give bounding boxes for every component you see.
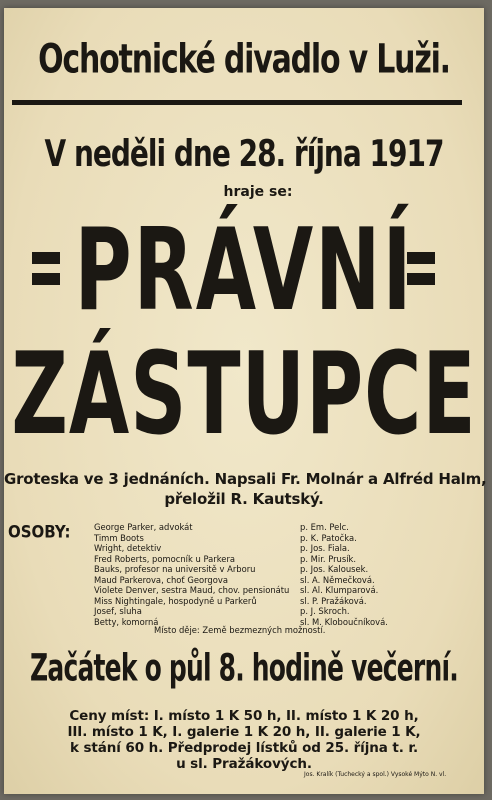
- cast-actor: p. Jos. Kalousek.: [300, 564, 369, 574]
- cast-role: Josef, sluha: [94, 606, 142, 616]
- cast-actor: p. Jos. Fiala.: [300, 543, 350, 553]
- subtitle-line2: přeložil R. Kautský.: [164, 490, 324, 508]
- cast-actor: p. J. Skroch.: [300, 606, 350, 616]
- poster: [4, 8, 487, 794]
- cast-actor: sl. M. Kloboučníková.: [300, 616, 388, 627]
- subtitle-line1: Groteska ve 3 jednáních. Napsali Fr. Molnár a Alfréd Halm,: [4, 470, 487, 488]
- cast-actor: p. Mir. Prusík.: [300, 553, 357, 564]
- printer-credit: Jos. Kralík (Tuchecký a spol.) Vysoké Mýto N. vl.: [304, 771, 447, 778]
- prices-line: Ceny míst: I. místo 1 K 50 h, II. místo 1 K 20 h,: [69, 708, 419, 724]
- cast-role: Fred Roberts, pomocník u Parkera: [94, 553, 236, 564]
- setting-line: Místo děje: Země bezmezných možností.: [154, 625, 326, 635]
- play-title-line1: PRÁVNÍ: [74, 206, 414, 337]
- cast-role: Violete Denver, sestra Maud, chov. pensionátu: [94, 585, 290, 595]
- theatre-header: Ochotnické divadlo v Luži.: [38, 36, 450, 84]
- cast-actor: p. K. Patočka.: [300, 532, 357, 543]
- cast-role: Wright, detektiv: [94, 543, 162, 553]
- cast-actor: sl. Al. Klumparová.: [300, 585, 379, 595]
- intro-text: hraje se:: [223, 184, 293, 200]
- prices-line: u sl. Pražákových.: [176, 756, 312, 772]
- cast-role: Betty, komorná: [94, 616, 159, 627]
- cast-actor: sl. A. Němečková.: [300, 574, 375, 585]
- cast-label: OSOBY:: [8, 522, 71, 542]
- header-rule: [12, 100, 462, 105]
- start-time: Začátek o půl 8. hodině večerní.: [30, 646, 458, 690]
- cast-actor: sl. P. Pražáková.: [300, 595, 367, 606]
- cast-role: Maud Parkerova, choť Georgova: [94, 574, 228, 585]
- cast-role: George Parker, advokát: [94, 522, 193, 532]
- cast-actor: p. Em. Pelc.: [300, 522, 349, 532]
- prices-line: III. místo 1 K, I. galerie 1 K 20 h, II. galerie 1 K,: [67, 724, 421, 740]
- play-title-line2: ZÁSTUPCE: [11, 330, 477, 461]
- prices-line: k stání 60 h. Předprodej lístků od 25. října t. r.: [69, 740, 419, 756]
- performance-date: V neděli dne 28. října 1917: [44, 132, 444, 175]
- cast-role: Timm Boots: [94, 532, 144, 543]
- cast-role: Bauks, profesor na universitě v Arboru: [94, 564, 256, 574]
- cast-role: Miss Nightingale, hospodyně u Parkerů: [94, 595, 257, 606]
